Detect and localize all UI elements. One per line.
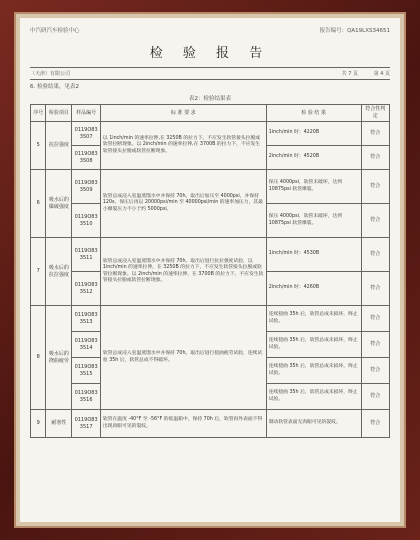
verdict: 符合: [361, 410, 389, 438]
sample-id: 0119O833511: [72, 238, 100, 272]
col-header-result: 检 验 结 果: [266, 105, 361, 122]
sample-id: 0119O833508: [72, 146, 100, 170]
page-number: 第 4 页: [373, 71, 390, 77]
table-row: [31, 122, 390, 146]
sample-id: 0119O833509: [72, 170, 100, 204]
report-page: [20, 18, 400, 522]
requirement: 软管在温度 -40°F 至 -56°F 的低温箱中，保持 70h 后，软管再外表面不得出现肉眼可见的裂纹。: [100, 410, 266, 438]
sample-id: 0119O833516: [72, 384, 100, 410]
verdict: 符合: [361, 170, 389, 204]
table-caption: 表2：检验结果表: [189, 96, 231, 102]
meta-rule: [30, 79, 390, 80]
test-item: 抗拉强度: [46, 122, 72, 170]
row-no: 7: [31, 238, 46, 306]
sample-id: 0119O833513: [72, 306, 100, 332]
verdict: 符合: [361, 122, 389, 146]
row-no: 5: [31, 122, 46, 170]
results-table: [30, 104, 390, 438]
verdict: 符合: [361, 384, 389, 410]
result: 1inch/min 时：4530B: [266, 238, 361, 272]
requirement: 软管总成浸入室温蒸馏水中并保持 70h。取出后加压至 4000psi，并保持 120s，保压后再以 20000psi/min 至 40000psi/min 的速率加压力，其最小爆裂压力不小于约 5000psi。: [100, 170, 266, 238]
sample-id: 0119O833512: [72, 272, 100, 306]
verdict: 符合: [361, 238, 389, 272]
verdict: 符合: [361, 272, 389, 306]
test-item: 吸水后的抗拉强度: [46, 238, 72, 306]
result: 连续挠曲 35h 后，软管总成未损坏，终止试验。: [266, 306, 361, 332]
requirement: 软管总成浸入室温蒸馏水中并保持 70h。取出后进行抗拉强度试验，以 1inch/min 的速率拉伸，在 3250B 的拉力下，不应发生软管接头拉脱或软管拉断现象。以 2inch/min 的速率拉伸，在 3700B 的拉力下，不应发生软管接头拉脱或软管拉断现象。: [100, 238, 266, 306]
verdict: 符合: [361, 332, 389, 358]
verdict: 符合: [361, 204, 389, 238]
frame-mat: [14, 12, 406, 528]
report-number: 报告编号：QA19LXS34651: [319, 28, 390, 34]
result: 连续挠曲 35h 后，软管总成未损坏，终止试验。: [266, 384, 361, 410]
verdict: 符合: [361, 146, 389, 170]
table-row: [31, 306, 390, 332]
sample-id: 0119O833507: [72, 122, 100, 146]
row-no: 8: [31, 306, 46, 410]
col-header-requirement: 标 准 要 求: [100, 105, 266, 122]
org-name: 中汽研汽车检验中心: [30, 28, 80, 34]
col-header-sample: 样品编号: [72, 105, 100, 122]
table-row: [31, 238, 390, 272]
table-row: [31, 170, 390, 204]
result: 制动软管表面无肉眼可见的裂纹。: [266, 410, 361, 438]
result: 保压 4000psi，软管未破坏，达到 10875psi 软管爆裂。: [266, 170, 361, 204]
col-header-no: 序号: [31, 105, 46, 122]
table-header-row: [31, 105, 390, 122]
requirement: 软管总成浸入室温蒸馏水中并保持 70h。取出后进行挠曲疲劳试验，连续试验 35h 后，软管总成不得破坏。: [100, 306, 266, 410]
row-no: 9: [31, 410, 46, 438]
report-title: 检 验 报 告: [149, 46, 271, 61]
sample-id: 0119O833514: [72, 332, 100, 358]
section-label: 6. 检验结果，见表2: [30, 84, 79, 90]
sample-id: 0119O833510: [72, 204, 100, 238]
table-row: [31, 410, 390, 438]
col-header-item: 检验项目: [46, 105, 72, 122]
row-no: 6: [31, 170, 46, 238]
verdict: 符合: [361, 306, 389, 332]
page-count: 共 7 页: [341, 71, 359, 77]
sample-id: 0119O833517: [72, 410, 100, 438]
result: 连续挠曲 35h 后，软管总成未损坏，终止试验。: [266, 332, 361, 358]
test-item: 耐寒性: [46, 410, 72, 438]
requirement: 以 1inch/min 的速率拉伸,在 3250B 的拉力下，不应发生软管接头拉脱或软管拉断现象。以 2inch/min 的速率拉伸,在 3700B 的拉力下，不应发生软管接头拉脱或软管拉断现象。: [100, 122, 266, 170]
page-header: [30, 26, 390, 34]
col-header-verdict: 符合性判定: [361, 105, 389, 122]
verdict: 符合: [361, 358, 389, 384]
result: 连续挠曲 35h 后，软管总成未损坏，终止试验。: [266, 358, 361, 384]
client-name: （天津）有限公司: [30, 71, 71, 77]
result: 保压 4000psi，软管未破坏，达到 10875psi 软管爆裂。: [266, 204, 361, 238]
result: 2inch/min 时：4260B: [266, 272, 361, 306]
test-item: 吸水后的爆破强度: [46, 170, 72, 238]
sample-id: 0119O833515: [72, 358, 100, 384]
result: 1inch/min 时：4220B: [266, 122, 361, 146]
meta-row: [30, 68, 390, 79]
result: 2inch/min 时：4520B: [266, 146, 361, 170]
test-item: 吸水后的挠曲疲劳: [46, 306, 72, 410]
